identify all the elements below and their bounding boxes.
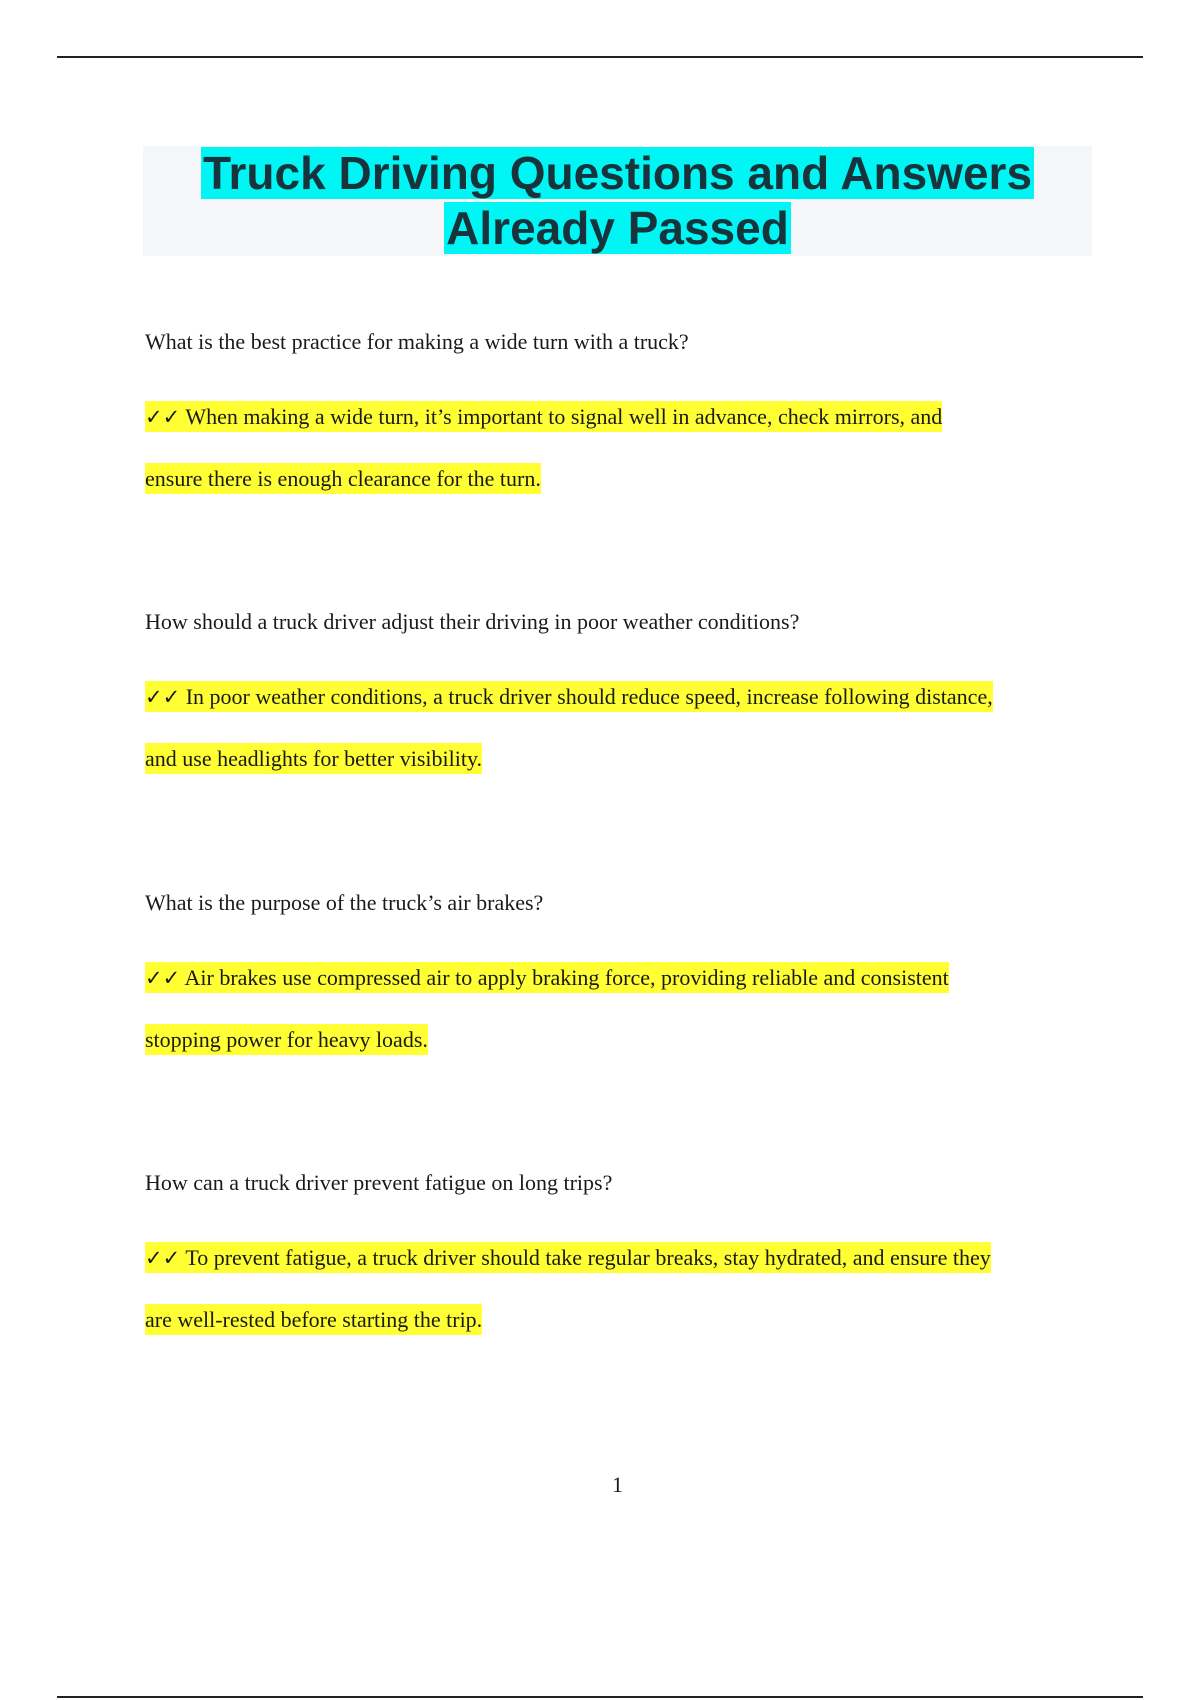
top-rule [57,56,1143,58]
qa-item [145,609,1085,789]
qa-item [145,329,1085,509]
checkmark-icon: ✓✓ [145,966,181,990]
answer-text: ✓✓ To prevent fatigue, a truck driver should take regular breaks, stay hydrated, and ensure they are well-rested before starting the trip. [145,1227,1085,1350]
question-text: What is the purpose of the truck’s air brakes? [145,890,544,915]
question-text: What is the best practice for making a wide turn with a truck? [145,329,689,354]
checkmark-icon: ✓✓ [145,405,181,429]
answer-text: ✓✓ Air brakes use compressed air to apply braking force, providing reliable and consistent stopping power for heavy loads. [145,947,1085,1070]
document-title [143,146,1092,256]
bottom-rule [57,1696,1143,1698]
checkmark-icon: ✓✓ [145,1246,181,1270]
title-line-1: Truck Driving Questions and Answers [202,147,1033,199]
qa-item [145,1170,1085,1350]
question-text: How should a truck driver adjust their driving in poor weather conditions? [145,609,800,634]
answer-text: ✓✓ In poor weather conditions, a truck driver should reduce speed, increase following distance, and use headlights for better visibility. [145,666,1085,789]
page-number: 1 [612,1472,623,1497]
title-line-2: Already Passed [446,202,789,254]
checkmark-icon: ✓✓ [145,685,181,709]
question-text: How can a truck driver prevent fatigue on long trips? [145,1170,613,1195]
qa-item [145,890,1085,1070]
answer-text: ✓✓ When making a wide turn, it’s important to signal well in advance, check mirrors, and ensure there is enough clearance for the turn. [145,386,1085,509]
